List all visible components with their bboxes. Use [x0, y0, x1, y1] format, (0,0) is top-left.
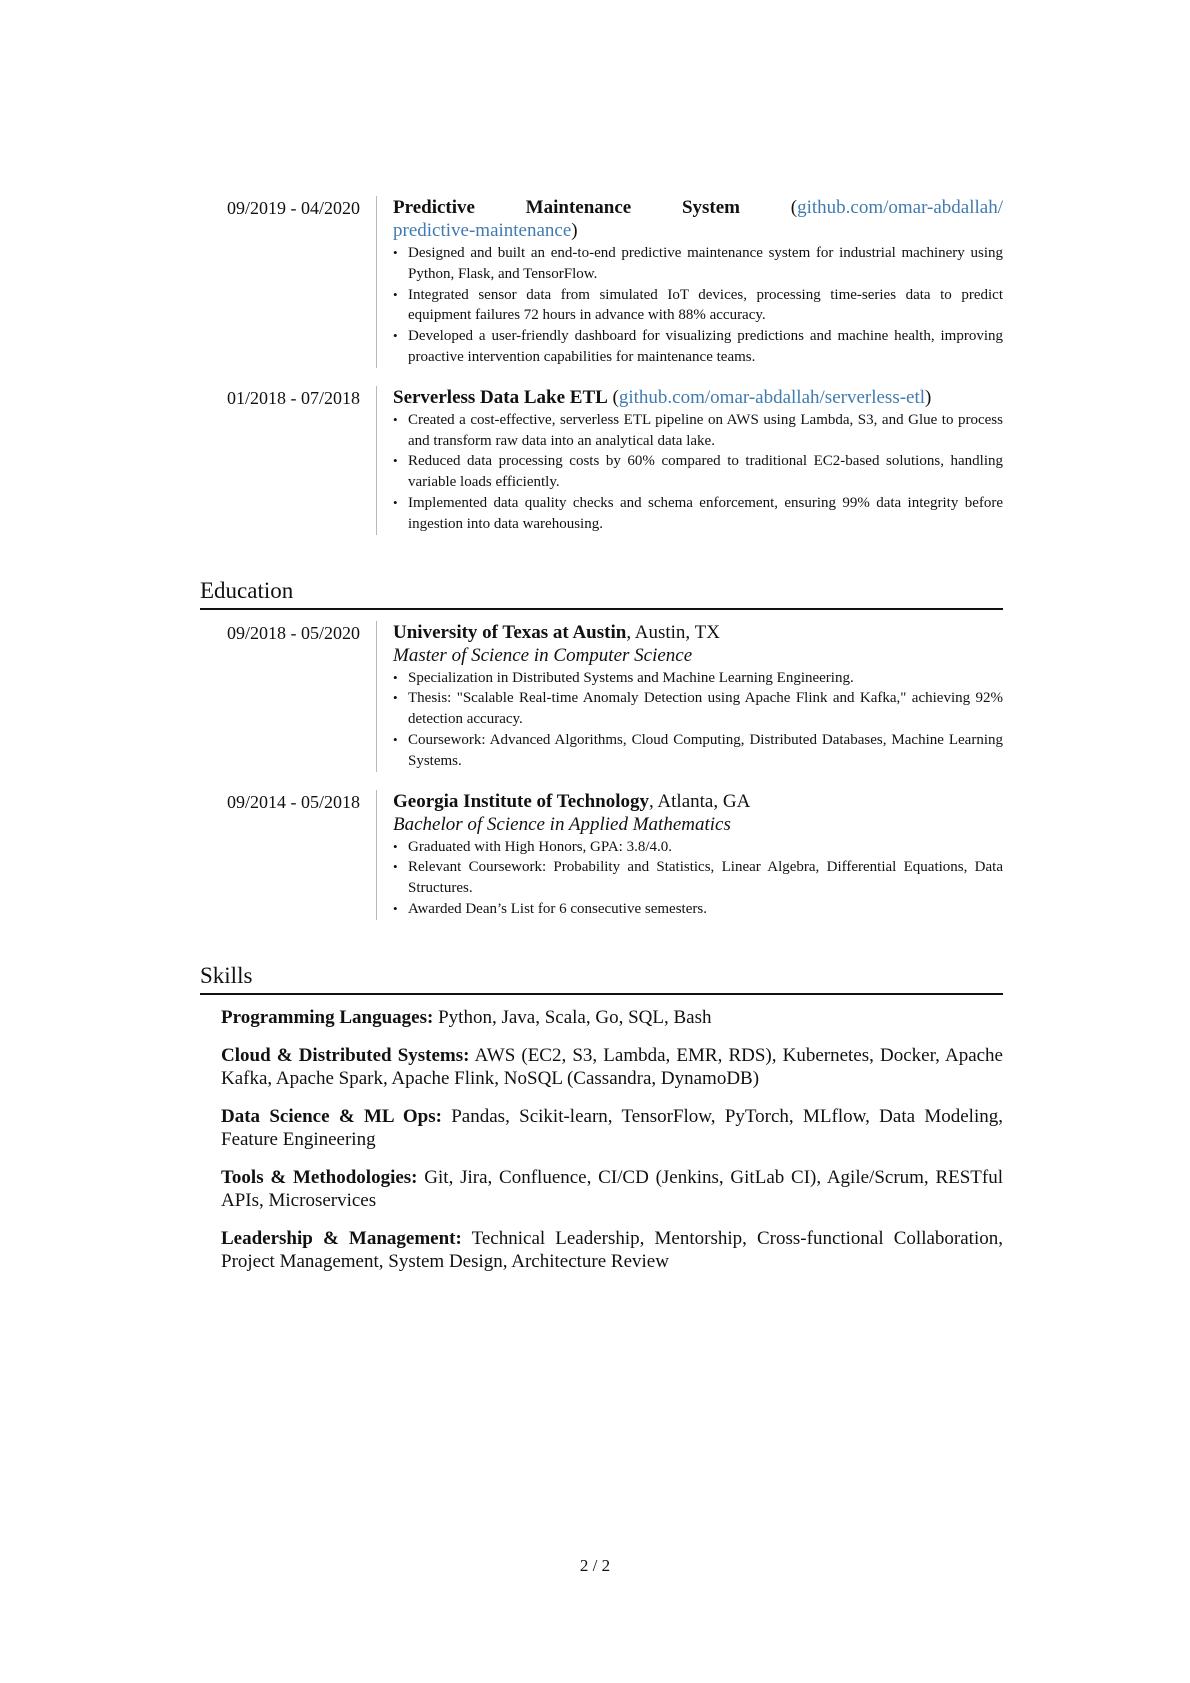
section-heading-skills: Skills: [200, 962, 1003, 995]
paren-open: (: [612, 386, 619, 408]
section-heading-education: Education: [200, 577, 1003, 610]
bullet-list: [393, 837, 1003, 920]
bullet-item: • Specialization in Distributed Systems and Machine Learning Engineering.: [393, 668, 1003, 689]
skill-value: Git, Jira, Confluence, CI/CD (Jenkins, GitLab CI), Agile/Scrum, RESTful APIs, Microservices: [221, 1166, 1003, 1211]
entry-date: 01/2018 - 07/2018: [227, 387, 360, 408]
bullet-item: • Graduated with High Honors, GPA: 3.8/4.0.: [393, 837, 1003, 858]
degree: Master of Science in Computer Science: [393, 644, 693, 666]
project-title-line: [393, 386, 1003, 409]
skill-row: [221, 1227, 1003, 1273]
project-link-cont[interactable]: predictive-maintenance: [393, 220, 572, 241]
bullet-item: • Created a cost-effective, serverless ETL pipeline on AWS using Lambda, S3, and Glue to process and transform raw data into an analytical data lake.: [393, 410, 1003, 452]
project-title-line-2: [393, 219, 1003, 242]
bullet-item: • Relevant Coursework: Probability and Statistics, Linear Algebra, Differential Equations, Data Structures.: [393, 857, 1003, 899]
school-location: , Austin, TX: [626, 621, 720, 643]
skill-row: [221, 1044, 1003, 1090]
skill-row: [221, 1006, 1003, 1029]
degree: Bachelor of Science in Applied Mathematics: [393, 813, 731, 835]
bullet-item: • Awarded Dean’s List for 6 consecutive semesters.: [393, 899, 1003, 920]
bullet-list: [393, 410, 1003, 535]
skill-label: Tools & Methodologies:: [221, 1166, 418, 1188]
project-entry: [200, 386, 1003, 535]
school-name: University of Texas at Austin: [393, 621, 627, 643]
school-line: [393, 790, 1003, 813]
bullet-item: • Integrated sensor data from simulated IoT devices, processing time-series data to predict equipment failures 72 hours in advance with 88% accuracy.: [393, 285, 1003, 327]
bullet-list: [393, 243, 1003, 368]
entry-date: 09/2014 - 05/2018: [227, 791, 360, 812]
skill-value: Pandas, Scikit-learn, TensorFlow, PyTorch, MLflow, Data Modeling, Feature Engineering: [221, 1105, 1003, 1150]
skill-label: Programming Languages:: [221, 1006, 434, 1028]
bullet-list: [393, 668, 1003, 772]
project-link[interactable]: github.com/omar-abdallah/serverless-etl: [618, 386, 926, 408]
entry-body: [376, 196, 1003, 368]
skill-label: Data Science & ML Ops:: [221, 1105, 442, 1127]
skill-label: Leadership & Management:: [221, 1227, 462, 1249]
project-entry: [200, 196, 1003, 368]
skill-row: [221, 1105, 1003, 1151]
bullet-item: • Developed a user-friendly dashboard for visualizing predictions and machine health, improving proactive intervention capabilities for maintenance teams.: [393, 326, 1003, 368]
school-location: , Atlanta, GA: [648, 790, 751, 812]
skill-value: AWS (EC2, S3, Lambda, EMR, RDS), Kubernetes, Docker, Apache Kafka, Apache Spark, Apache Flink, NoSQL (Cassandra, DynamoDB): [221, 1044, 1003, 1089]
resume-page: [200, 196, 1003, 1273]
project-title: Predictive Maintenance System: [393, 197, 741, 218]
skill-value: Technical Leadership, Mentorship, Cross-functional Collaboration, Project Management, System Design, Architecture Review: [221, 1227, 1003, 1272]
project-title-line: [393, 196, 1003, 219]
education-entry: [200, 621, 1003, 772]
entry-body: [376, 621, 1003, 772]
bullet-item: • Reduced data processing costs by 60% compared to traditional EC2-based solutions, handling variable loads efficiently.: [393, 451, 1003, 493]
entry-body: [376, 790, 1003, 920]
paren-close: ): [925, 386, 932, 408]
school-line: [393, 621, 1003, 644]
paren-close: ): [571, 220, 578, 241]
entry-body: [376, 386, 1003, 535]
education-entry: [200, 790, 1003, 920]
skill-value: Python, Java, Scala, Go, SQL, Bash: [433, 1006, 712, 1028]
entry-date: 09/2018 - 05/2020: [227, 622, 360, 643]
skill-label: Cloud & Distributed Systems:: [221, 1044, 470, 1066]
bullet-item: • Implemented data quality checks and schema enforcement, ensuring 99% data integrity before ingestion into data warehousing.: [393, 493, 1003, 535]
bullet-item: • Thesis: "Scalable Real-time Anomaly Detection using Apache Flink and Kafka," achieving 92% detection accuracy.: [393, 688, 1003, 730]
entry-date: 09/2019 - 04/2020: [227, 198, 360, 218]
project-link[interactable]: github.com/omar-abdallah/: [797, 197, 1003, 218]
bullet-item: • Coursework: Advanced Algorithms, Cloud Computing, Distributed Databases, Machine Learning Systems.: [393, 730, 1003, 772]
school-name: Georgia Institute of Technology: [393, 790, 649, 812]
paren-open: (: [790, 197, 798, 218]
project-title: Serverless Data Lake ETL: [393, 386, 608, 408]
page-number: 2 / 2: [579, 1556, 611, 1575]
bullet-item: • Designed and built an end-to-end predictive maintenance system for industrial machinery using Python, Flask, and TensorFlow.: [393, 243, 1003, 285]
skill-row: [221, 1166, 1003, 1212]
